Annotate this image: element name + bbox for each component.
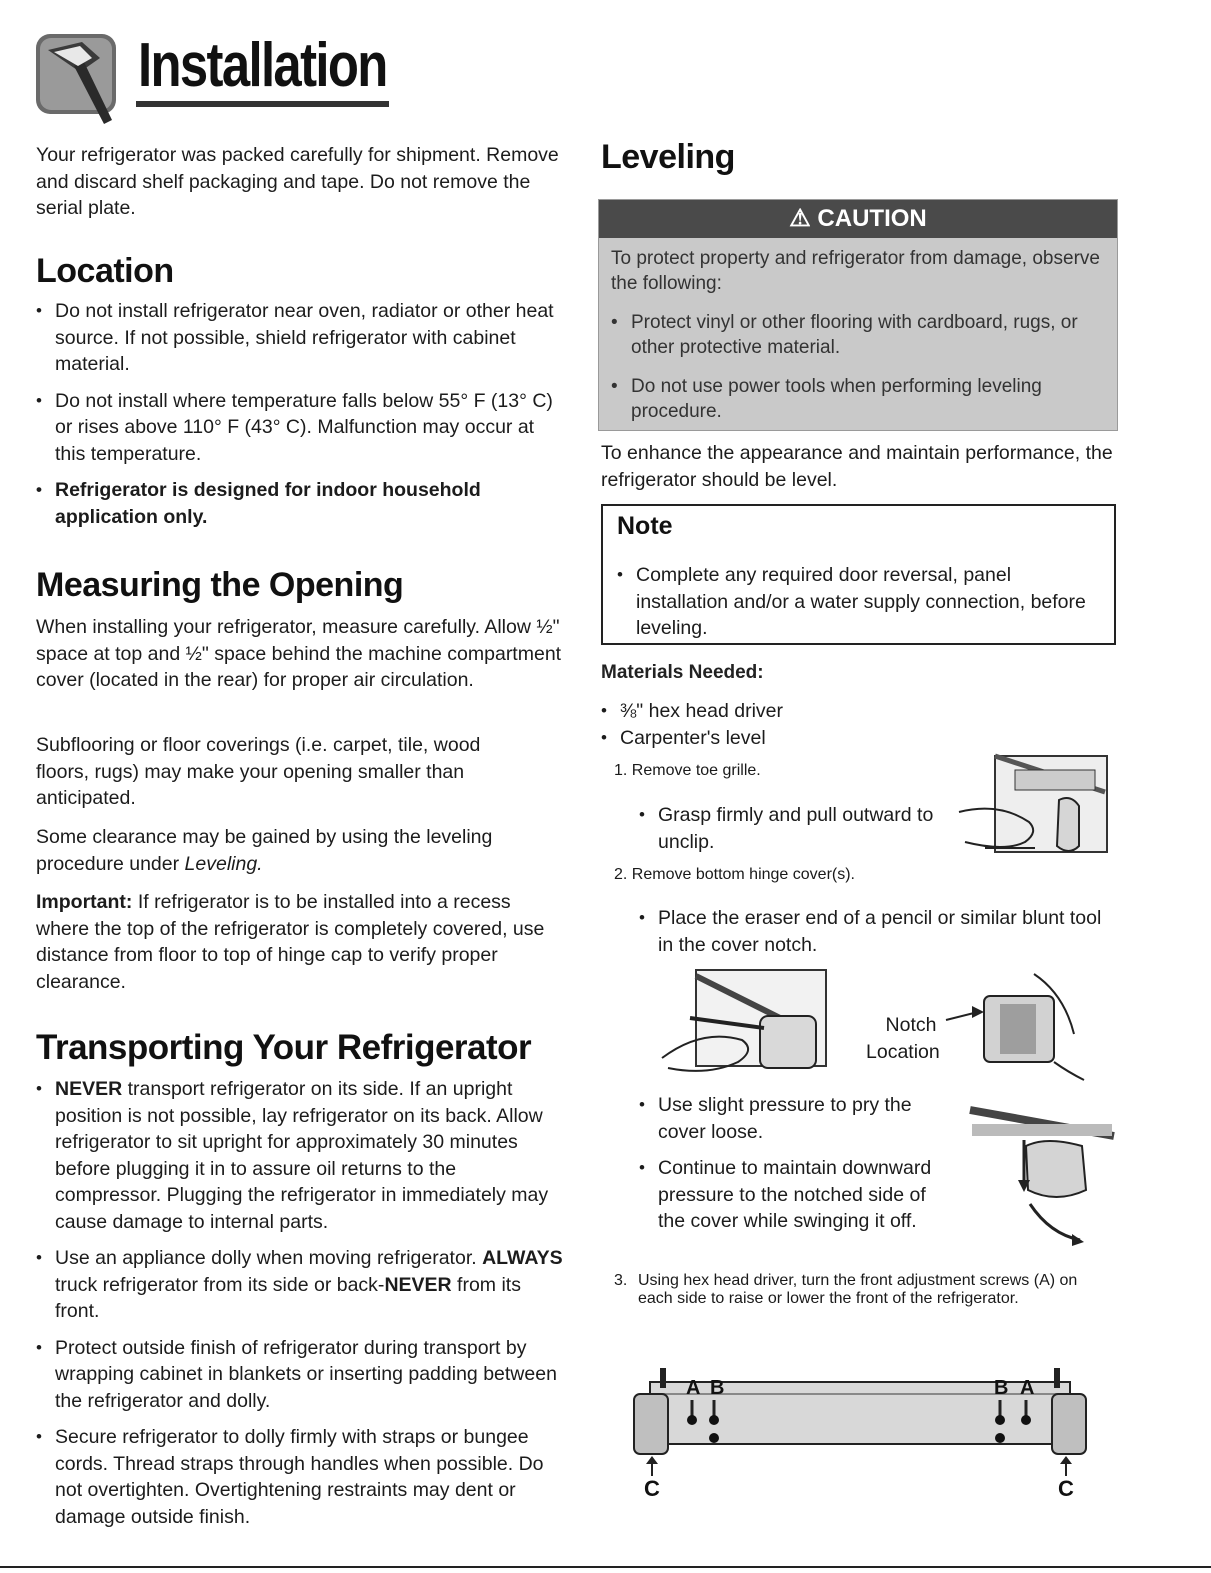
leveling-heading: Leveling	[601, 138, 735, 176]
hinge-cover-figure	[968, 1106, 1118, 1246]
materials-list	[601, 698, 901, 751]
step-2-sub	[639, 905, 1109, 958]
notch-location-figure	[944, 966, 1094, 1086]
notch-label-line-2: Location	[866, 1041, 940, 1063]
intro-text: Your refrigerator was packed carefully for shipment. Remove and discard shelf packaging and tape. Do not remove the serial plate.	[36, 144, 559, 219]
note-list	[617, 562, 1087, 642]
hammer-icon	[34, 28, 124, 128]
measuring-para-3-text: Some clearance may be gained by using the leveling procedure under	[36, 826, 493, 875]
material-item: • ⅜" hex head driver	[601, 698, 901, 725]
label-b: B	[710, 1377, 725, 1399]
label-a: A	[1020, 1377, 1035, 1399]
step-3	[614, 1272, 1114, 1308]
transporting-item: • Protect outside finish of refrigerator during transport by wrapping cabinet in blankets or inserting padding between the refrigerator and dolly.	[36, 1335, 564, 1415]
step-number: 3.	[614, 1272, 628, 1289]
screw-marker	[709, 1415, 719, 1425]
location-item: • Do not install refrigerator near oven, radiator or other heat source. If not possible, shield refrigerator with cabinet material.	[36, 298, 564, 378]
screw-marker	[687, 1415, 697, 1425]
never-label: NEVER	[384, 1273, 452, 1296]
screw-marker	[995, 1415, 1005, 1425]
step-2	[614, 866, 855, 884]
caution-box	[598, 199, 1118, 431]
step-sub-item: • Use slight pressure to pry the cover loose.	[639, 1092, 939, 1145]
step-number: 2.	[614, 866, 632, 883]
location-item: • Refrigerator is designed for indoor household application only.	[36, 477, 564, 530]
step-1-sub	[639, 802, 949, 855]
screw-marker	[709, 1433, 719, 1443]
screw-marker	[1021, 1415, 1031, 1425]
warning-icon: ⚠	[789, 205, 818, 232]
step-1	[614, 762, 761, 780]
transporting-item	[36, 1245, 564, 1325]
measuring-para-1: When installing your refrigerator, measure carefully. Allow ½" space at top and ½" space behind the machine compartment cover (located in the rear) for proper air circulation.	[36, 616, 562, 691]
toe-grille-figure	[955, 752, 1119, 862]
always-label: ALWAYS	[482, 1247, 563, 1269]
note-item: • Complete any required door reversal, panel installation and/or a water supply connection, before leveling.	[617, 562, 1087, 642]
label-c: C	[644, 1476, 660, 1501]
never-label: NEVER	[55, 1078, 123, 1100]
step-2-sub-2	[639, 1092, 939, 1235]
material-item: • Carpenter's level	[601, 725, 901, 752]
step-text: Remove bottom hinge cover(s).	[631, 866, 855, 883]
leveling-reference: Leveling.	[184, 852, 263, 875]
label-a: A	[686, 1377, 701, 1399]
caution-item-text: Protect vinyl or other flooring with cardboard, rugs, or other protective material.	[631, 312, 1078, 358]
step-text: Remove toe grille.	[631, 762, 761, 779]
note-heading: Note	[617, 512, 673, 540]
adjustment-screws-diagram	[630, 1364, 1090, 1504]
title-rule	[136, 101, 389, 107]
transporting-item: • Secure refrigerator to dolly firmly with straps or bungee cords. Thread straps through handles when possible. Do not overtighten. Overtightening restraints may dent or damage outside finish.	[36, 1424, 564, 1530]
step-sub-item: • Continue to maintain downward pressure to the notched side of the cover while swinging it off.	[639, 1155, 939, 1235]
note-box	[601, 504, 1116, 645]
notch-label-line-1: Notch	[885, 1014, 937, 1036]
caution-banner	[599, 200, 1117, 238]
caution-label: CAUTION	[817, 205, 927, 232]
step-number: 1.	[614, 762, 632, 779]
transporting-item-text: transport refrigerator on its side. If an upright position is not possible, lay refrigerator on its back. Allow refrigerator to sit upright for approximately 30 minutes before plugging it in to assure oil returns to the compressor. Plugging the refrigerator in immediately may cause damage to internal parts.	[55, 1078, 549, 1233]
measuring-heading: Measuring the Opening	[36, 566, 404, 604]
label-c: C	[1058, 1476, 1074, 1501]
page-bottom-rule	[0, 1566, 1211, 1568]
important-para	[36, 889, 564, 995]
measuring-para-3	[36, 824, 564, 877]
caution-item-text: Do not use power tools when performing leveling procedure.	[631, 376, 1042, 422]
step-sub-item: • Grasp firmly and pull outward to unclip.	[639, 802, 949, 855]
caution-intro: To protect property and refrigerator from damage, observe the following:	[611, 248, 1100, 294]
transporting-item-text: Use an appliance dolly when moving refrigerator.	[55, 1247, 483, 1269]
label-b: B	[994, 1377, 1009, 1399]
pencil-notch-figure	[660, 968, 835, 1080]
transporting-heading: Transporting Your Refrigerator	[36, 1028, 532, 1067]
location-item: • Do not install where temperature falls below 55° F (13° C) or rises above 110° F (43° C). Malfunction may occur at this temperature.	[36, 388, 564, 468]
important-text: If refrigerator is to be installed into a recess where the top of the refrigerator is completely covered, use distance from floor to top of hinge cap to verify proper clearance.	[36, 891, 545, 993]
screw-marker	[995, 1433, 1005, 1443]
caution-item	[611, 310, 1106, 360]
caution-item	[611, 374, 1106, 424]
location-heading: Location	[36, 252, 174, 290]
transporting-list	[36, 1076, 564, 1530]
measuring-para-2: Subflooring or floor coverings (i.e. carpet, tile, wood floors, rugs) may make your opening smaller than anticipated.	[36, 734, 481, 809]
materials-heading: Materials Needed:	[601, 662, 764, 683]
bullet: •	[611, 312, 618, 333]
transporting-item	[36, 1076, 564, 1235]
important-label: Important:	[36, 891, 133, 913]
location-list	[36, 298, 564, 530]
step-sub-item: • Place the eraser end of a pencil or similar blunt tool in the cover notch.	[639, 905, 1109, 958]
step-text: Using hex head driver, turn the front adjustment screws (A) on each side to raise or lower the front of the refrigerator.	[638, 1272, 1078, 1307]
page-title: Installation	[138, 31, 387, 100]
bullet: •	[611, 376, 618, 397]
transporting-item-text: from its front.	[55, 1273, 521, 1322]
transporting-item-text: truck refrigerator from its side or back-	[55, 1273, 385, 1296]
leveling-para: To enhance the appearance and maintain performance, the refrigerator should be level.	[601, 442, 1113, 491]
